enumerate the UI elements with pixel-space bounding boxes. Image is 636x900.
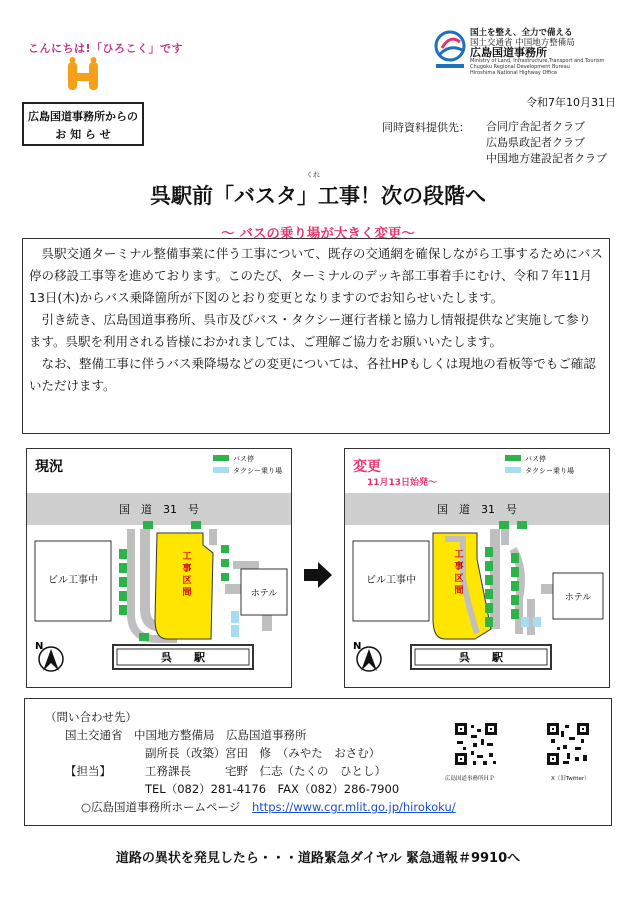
qr2-caption: X（旧Twitter） [551, 776, 590, 782]
notice-line1: 広島国道事務所からの [28, 110, 138, 123]
bus-stop [191, 521, 201, 529]
legend-bus-swatch [213, 455, 229, 461]
map-current [26, 448, 292, 688]
contact-org: 国土交通省 中国地方整備局 広島国道事務所 [65, 728, 307, 742]
bus-stop [485, 575, 493, 585]
bus-stop [119, 605, 127, 615]
bus-stop [119, 591, 127, 601]
contact-name2: 宅野 仁志（たくの ひとし） [225, 764, 386, 778]
north-arrow-icon [353, 641, 381, 671]
taxi-stand [231, 625, 239, 637]
svg-text:N: N [353, 641, 362, 652]
north-arrow-icon [35, 641, 63, 671]
bus-stop [143, 521, 153, 529]
bus-stop [139, 633, 149, 641]
release-date: 令和7年10月31日 [526, 96, 616, 109]
bus-stop [485, 547, 493, 557]
contact-role2: 工務課長 [145, 764, 191, 778]
legend-taxi: タクシー乗り場 [233, 467, 282, 475]
brand-ministry: 国土交通省 中国地方整備局 [470, 38, 575, 48]
mascot-h-logo [64, 56, 102, 94]
page-title: 呉駅前「バスタ」工事！次の段階へ [150, 184, 486, 208]
bus-stop [485, 589, 493, 599]
brand-block [470, 28, 604, 76]
bus-stop [485, 603, 493, 613]
emergency-dial-notice: 道路の異状を発見したら・・・道路緊急ダイヤル 緊急通報＃9910へ [115, 851, 521, 866]
bus-stop [485, 617, 493, 627]
building-label: ビル工事中 [48, 575, 98, 586]
clubs-label: 同時資料提供先： [382, 121, 470, 134]
press-clubs [486, 119, 607, 167]
body-paragraph: 引き続き、広島国道事務所、呉市及びバス・タクシー運行者様と協力し情報提供など実施して参ります。呉駅を利用される皆様におかれましては、ご理解ご協力をお願いいたします。 [29, 312, 592, 349]
contact-box [24, 698, 612, 826]
taxi-stand [521, 617, 529, 627]
map-change-label: 変更 [353, 459, 381, 475]
contact-tel-fax: TEL（082）281-4176 FAX（082）286-7900 [145, 782, 400, 796]
map-change-date: 11月13日始発～ [367, 478, 438, 488]
bus-stop [511, 609, 519, 619]
bus-stop [511, 567, 519, 577]
brand-en3: Hiroshima National Highway Office [470, 70, 558, 76]
station-label: 呉 駅 [161, 651, 205, 664]
road-label: 国 道 31 号 [119, 503, 199, 516]
brand-office: 広島国道事務所 [470, 46, 547, 59]
bus-stop [499, 521, 509, 529]
page-subtitle: ～ バスの乗り場が大きく変更～ [221, 226, 415, 242]
bus-stop [221, 573, 229, 581]
brand-en1: Ministry of Land, Infrastructure,Transport and Tourism [470, 58, 605, 64]
taxi-stand [533, 617, 541, 627]
brand-en2: Chugoku Regional Development Bureau [470, 64, 570, 70]
press-club: 広島県政記者クラブ [486, 136, 585, 149]
station-label: 呉 駅 [459, 651, 503, 664]
bus-stop [119, 563, 127, 573]
announcement-body [22, 238, 610, 434]
qr-code-x-icon[interactable] [545, 721, 591, 767]
construction-label: 工事区間 [182, 552, 192, 598]
body-paragraph: 呉駅交通ターミナル整備事業に伴う工事について、既存の交通網を確保しながら工事するためにバス停の移設工事等を進めております。このたび、ターミナルのデッキ部工事着手にむけ、令和７年11月13日(木)からバス乗降箇所が下図のとおり変更となりますのでお知らせいたします。 [29, 246, 603, 305]
legend-taxi-swatch [505, 467, 521, 473]
bus-stop [511, 553, 519, 563]
construction-label: 工事区間 [454, 550, 464, 596]
bus-stop [119, 549, 127, 559]
legend-bus: バス停 [525, 455, 546, 463]
legend-bus: バス停 [233, 455, 254, 463]
building-label: ビル工事中 [366, 575, 416, 586]
map-current-label: 現況 [35, 459, 63, 475]
svg-text:N: N [35, 641, 44, 652]
arrow-right-icon [302, 560, 334, 590]
taxi-stand [231, 611, 239, 623]
homepage-label: ○広島国道事務所ホームページ [81, 800, 241, 814]
bus-stop [221, 545, 229, 553]
notice-line2: お 知 ら せ [55, 128, 111, 141]
bus-stop [221, 559, 229, 567]
mascot-greeting: こんにちは!「ひろこく」です [28, 42, 184, 55]
qr1-caption: 広島国道事務所ＨＰ [445, 776, 495, 782]
hotel-label: ホテル [250, 589, 278, 599]
bus-stop [119, 577, 127, 587]
contact-tag: 【担当】 [65, 764, 111, 778]
press-club: 合同庁舎記者クラブ [486, 120, 585, 133]
hotel-label: ホテル [564, 593, 592, 603]
title-ruby: くれ [306, 171, 320, 179]
bus-stop [517, 521, 527, 529]
contact-heading: （問い合わせ先） [45, 710, 137, 724]
legend-taxi-swatch [213, 467, 229, 473]
homepage-link[interactable]: https://www.cgr.mlit.go.jp/hirokoku/ [251, 800, 456, 814]
bus-stop [511, 581, 519, 591]
press-club: 中国地方建設記者クラブ [486, 152, 607, 165]
mlit-logo-icon [432, 28, 468, 72]
map-changed [344, 448, 610, 688]
contact-role1: 副所長（改築） [145, 746, 226, 760]
contact-name1: 宮田 修 （みやた おさむ） [225, 746, 381, 760]
legend-taxi: タクシー乗り場 [525, 467, 574, 475]
homepage-line [81, 799, 456, 816]
qr-code-homepage-icon[interactable] [453, 721, 499, 767]
body-paragraph: なお、整備工事に伴うバス乗降場などの変更については、各社HPもしくは現地の看板等でもご確認いただけます。 [29, 356, 596, 393]
road-label: 国 道 31 号 [437, 503, 517, 516]
brand-slogan: 国土を整え、全力で備える [470, 28, 573, 38]
construction-zone [155, 533, 213, 639]
bus-stop [485, 561, 493, 571]
legend-bus-swatch [505, 455, 521, 461]
bus-stop [511, 595, 519, 605]
